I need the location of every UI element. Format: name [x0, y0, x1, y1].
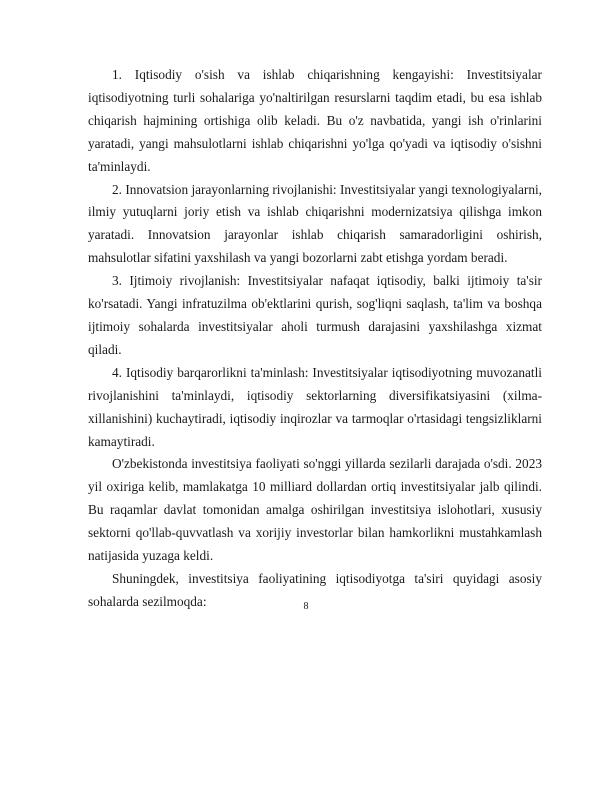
paragraph-innovation: 2. Innovatsion jarayonlarning rivojlanishi: Investitsiyalar yangi texnologiyalarni, ilmiy yutuqlarni joriy etish va ishlab chiqarishni modernizatsiya qilishga imkon yaratadi. Innovatsion jarayonlar ishlab chiqarish samaradorligini oshirish, mahsulotlar sifatini yaxshilash va yangi bozorlarni zabt etishga yordam beradi.: [88, 181, 542, 266]
paragraph-economic-growth: 1. Iqtisodiy o'sish va ishlab chiqarishning kengayishi: Investitsiyalar iqtisodiyotning turli sohalariga yo'naltirilgan resurslarni taqdim etadi, bu esa ishlab chiqarish hajmining ortishiga olib keladi. Bu o'z navbatida, yangi ish o'rinlarini yaratadi, yangi mahsulotlarni ishlab chiqarishni yo'lga qo'yadi va iqtisodiy o'sishni ta'minlaydi.: [88, 67, 542, 174]
paragraph-social-development: 3. Ijtimoiy rivojlanish: Investitsiyalar nafaqat iqtisodiy, balki ijtimoiy ta'sir ko'rsatadi. Yangi infratuzilma ob'ektlarini qurish, sog'liqni saqlash, ta'lim va boshqa ijtimoiy sohalarda investitsiyalar aholi turmush darajasini yaxshilashga xizmat qiladi.: [88, 273, 542, 357]
paragraph-economic-stability: 4. Iqtisodiy barqarorlikni ta'minlash: Investitsiyalar iqtisodiyotning muvozanatli rivojlanishini ta'minlaydi, iqtisodiy sektorlarning diversifikatsiyasini (xilma-xillanishini) kuchaytiradi, iqtisodiy inqirozlar va tarmoqlar o'rtasidagi tengsizliklarni kamaytiradi.: [88, 364, 542, 449]
document-body: [88, 64, 542, 614]
paragraph-uzbekistan-investment: O'zbekistonda investitsiya faoliyati so'nggi yillarda sezilarli darajada o'sdi. 2023 yil oxiriga kelib, mamlakatga 10 milliard dollardan ortiq investitsiyalar jalb qilindi. Bu raqamlar davlat tomonidan amalga oshirilgan investitsiya islohotlari, xususiy sektorni qo'llab-quvvatlash va xorijiy investorlar bilan hamkorlikni mustahkamlash natijasida yuzaga keldi.: [88, 456, 542, 564]
page-number: 8: [303, 601, 309, 612]
paragraph-investment-impact: Shuningdek, investitsiya faoliyatining iqtisodiyotga ta'siri quyidagi asosiy sohalarda sezilmoqda:: [88, 570, 542, 609]
